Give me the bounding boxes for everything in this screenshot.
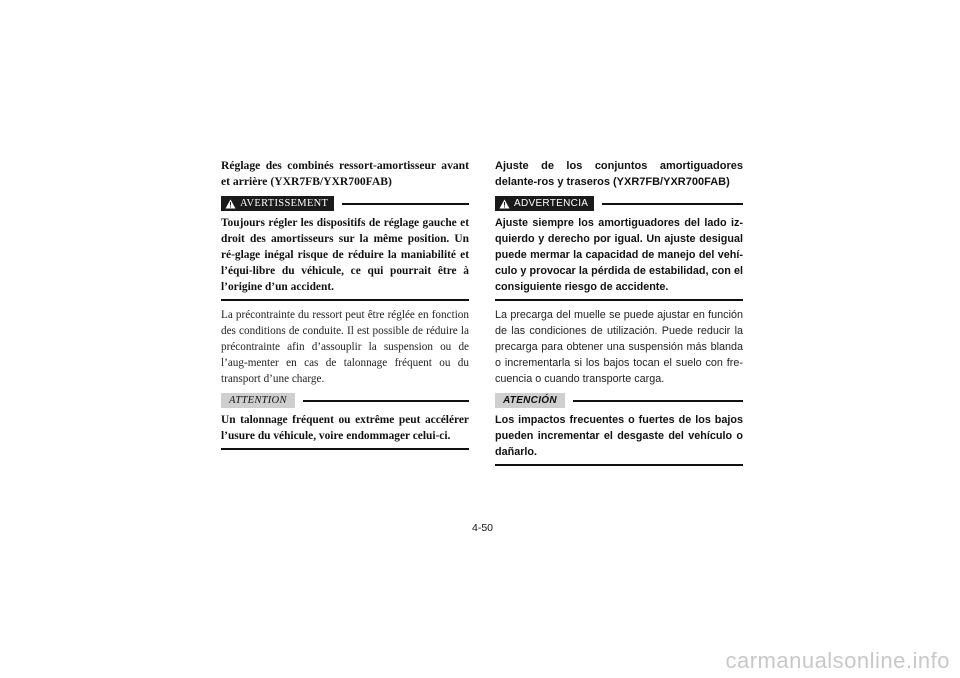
warning-banner-fr — [221, 196, 469, 211]
caution-label-es: ATENCIÓN — [503, 395, 557, 406]
caution-label-fr: ATTENTION — [229, 395, 287, 406]
column-french — [221, 158, 469, 456]
caution-banner-es — [495, 393, 743, 408]
body-text-fr: La précontrainte du ressort peut être réglée en fonction des conditions de conduite. Il est possible de réduire la précontrainte afin d’assouplir la suspension ou de l’aug-menter en cas de talonnage fréquent ou du transport d’une charge. — [221, 309, 469, 385]
watermark: carmanualsonline.info — [725, 648, 950, 673]
warning-text-fr: Toujours régler les dispositifs de réglage gauche et droit des amortisseurs sur la même position. Un ré-glage inégal risque de réduire la maniabilité et l’équi-libre du véhicule, ce qui pourrait être à l’origine d’un accident. — [221, 217, 469, 293]
caution-label-box-fr — [221, 393, 295, 408]
warning-label-box-es — [495, 196, 594, 211]
divider — [221, 448, 469, 450]
warning-banner-es — [495, 196, 743, 211]
banner-rule — [573, 400, 743, 402]
warning-label-box-fr — [221, 196, 334, 211]
warning-triangle-icon — [225, 199, 236, 209]
warning-label-es: ADVERTENCIA — [514, 198, 589, 209]
warning-text-es: Ajuste siempre los amortiguadores del lado iz-quierdo y derecho por igual. Un ajuste desigual puede mermar la capacidad de manejo del vehí-culo y provocar la pérdida de estabilidad, con el consiguiente riesgo de accidente. — [495, 217, 743, 293]
divider — [221, 299, 469, 301]
divider — [495, 464, 743, 466]
banner-rule — [342, 203, 469, 205]
caution-banner-fr — [221, 393, 469, 408]
banner-rule — [602, 203, 743, 205]
caution-text-fr: Un talonnage fréquent ou extrême peut accélérer l’usure du véhicule, voire endommager celui-ci. — [221, 414, 469, 442]
body-text-es: La precarga del muelle se puede ajustar en función de las condiciones de utilización. Puede reducir la precarga para obtener una suspensión más blanda o incrementarla si los bajos tocan el suelo con fre-cuencia o cuando transporte carga. — [495, 309, 743, 385]
page-number: 4-50 — [472, 522, 494, 534]
warning-triangle-icon — [499, 199, 510, 209]
section-heading-fr: Réglage des combinés ressort-amortisseur avant et arrière (YXR7FB/YXR700FAB) — [221, 159, 469, 188]
section-heading-es: Ajuste de los conjuntos amortiguadores delante-ros y traseros (YXR7FB/YXR700FAB) — [495, 160, 743, 188]
banner-rule — [303, 400, 469, 402]
column-spanish — [495, 158, 743, 472]
caution-label-box-es — [495, 393, 565, 408]
divider — [495, 299, 743, 301]
warning-label-fr: AVERTISSEMENT — [240, 198, 329, 209]
caution-text-es: Los impactos frecuentes o fuertes de los bajos pueden incrementar el desgaste del vehículo o dañarlo. — [495, 414, 743, 458]
